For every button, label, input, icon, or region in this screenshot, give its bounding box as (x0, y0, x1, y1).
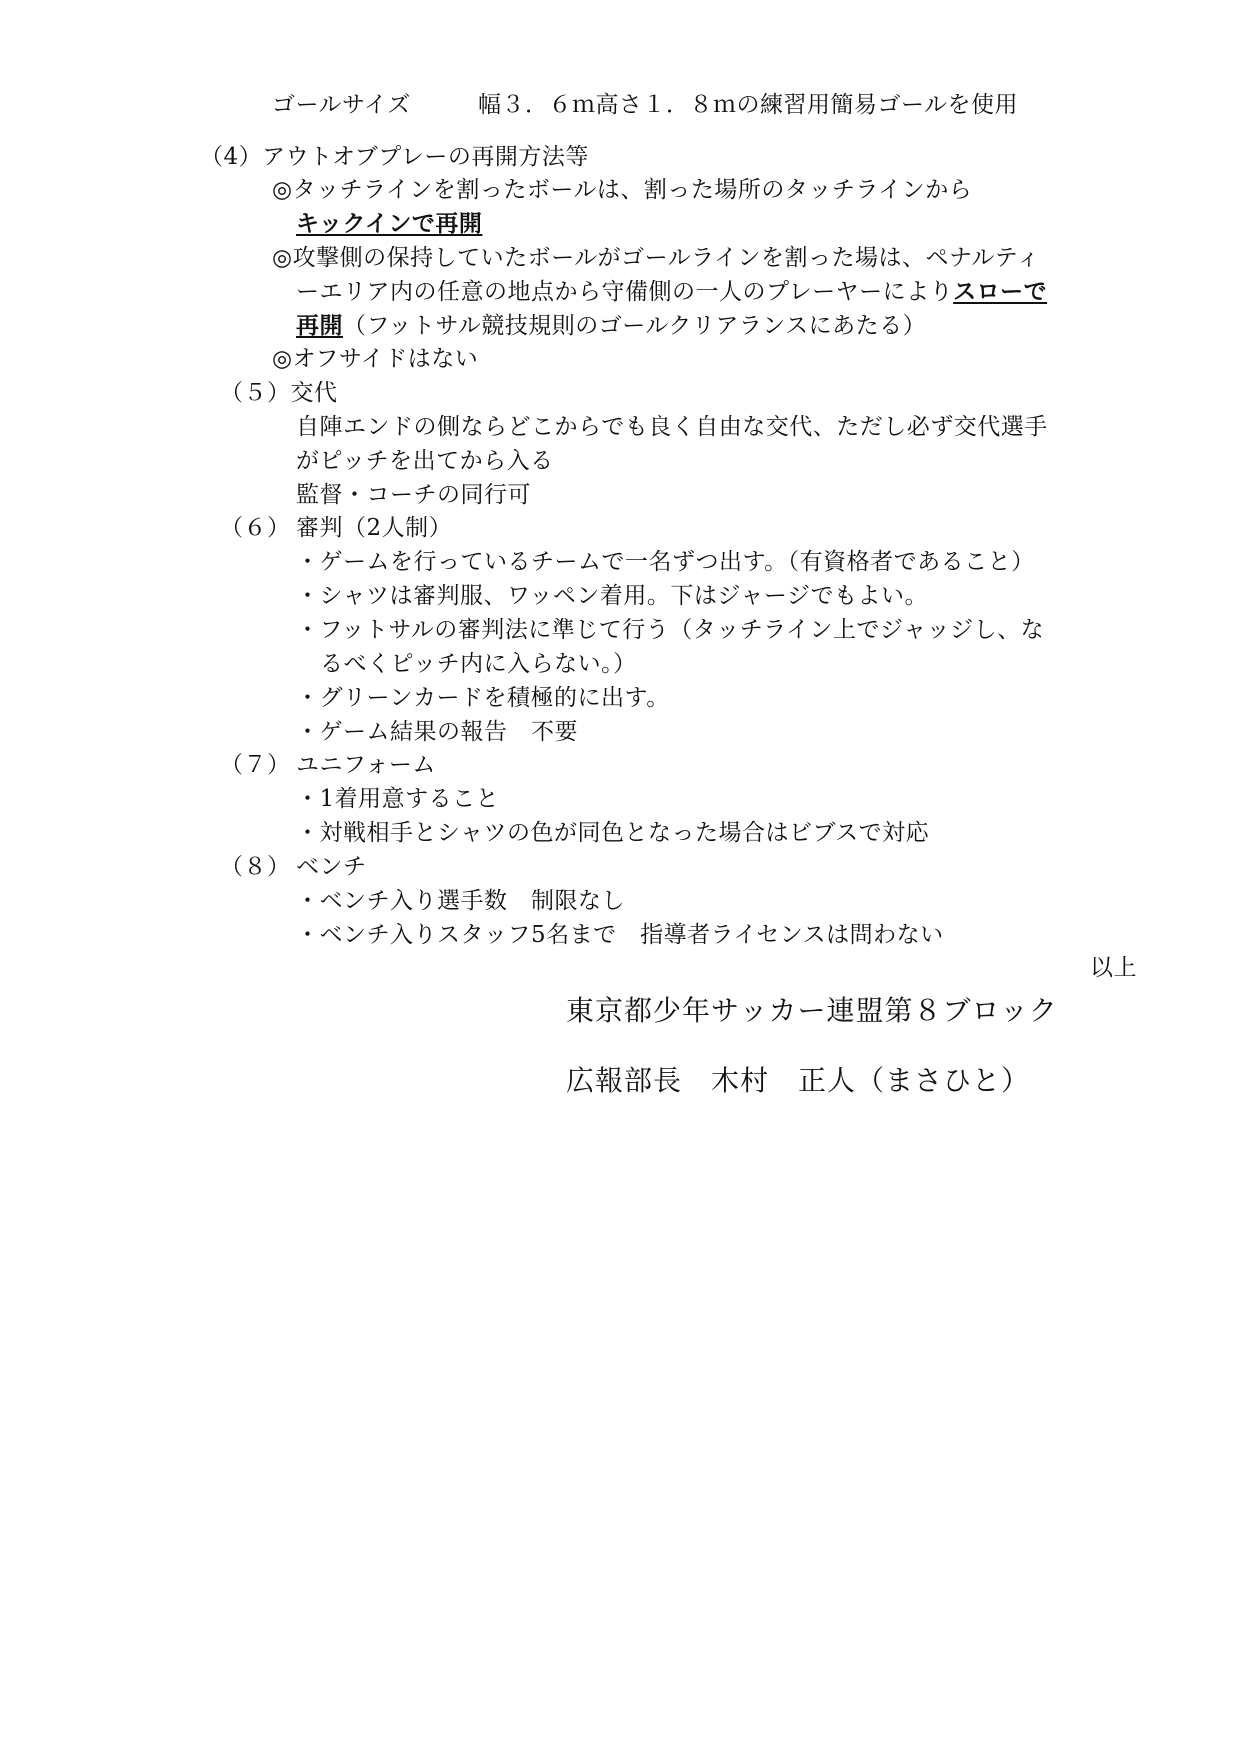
kickin-restart-emphasis: キックインで再開 (296, 210, 483, 237)
signature-organization: 東京都少年サッカー連盟第８ブロック (566, 994, 1058, 1027)
goal-size-label: ゴールサイズ (272, 92, 411, 118)
list-item: ・1着用意すること (296, 786, 500, 812)
section4-item2-line3-text: （フットサル競技規則のゴールクリアランスにあたる） (343, 313, 927, 339)
section6-number: （６） (220, 515, 291, 541)
list-item: ・シャツは審判服、ワッペン着用。下はジャージでもよい。 (296, 583, 928, 609)
section4-item2-line1: ◎攻撃側の保持していたボールがゴールラインを割った場は、ペナルティ (272, 245, 1040, 271)
section8-number: （８） (220, 854, 291, 880)
list-item: ・フットサルの審判法に準じて行う（タッチライン上でジャッジし、な (296, 617, 1045, 643)
section4-item3: ◎オフサイドはない (272, 346, 479, 372)
closing-text: 以上 (1090, 955, 1137, 981)
list-item: ・グリーンカードを積極的に出す。 (296, 685, 670, 711)
list-item: ・ゲームを行っているチームで一名ずつ出す。（有資格者であること） (296, 549, 1035, 575)
list-item: ・ベンチ入り選手数 制限なし (296, 888, 625, 914)
section4-item1-bold (296, 209, 482, 239)
goal-size-text (478, 90, 1018, 120)
section5-heading: （５）交代 (220, 380, 338, 406)
list-item: ・対戦相手とシャツの色が同色となった場合はビブスで対応 (296, 820, 930, 846)
section4-heading: （4）アウトオブプレーの再開方法等 (200, 144, 589, 170)
section4-item2-line2-text: ーエリア内の任意の地点から守備側の一人のプレーヤーにより (296, 279, 954, 305)
section7-number: （７） (220, 752, 291, 778)
section8-heading: ベンチ (296, 854, 367, 880)
section4-item1-line1: ◎タッチラインを割ったボールは、割った場所のタッチラインから (272, 177, 973, 203)
section5-line2: がピッチを出てから入る (296, 448, 554, 474)
section5-line3: 監督・コーチの同行可 (296, 482, 531, 508)
list-item-continuation: るべくピッチ内に入らない。） (320, 651, 637, 677)
list-item: ・ゲーム結果の報告 不要 (296, 719, 578, 745)
throw-restart-emphasis: スローで (953, 278, 1048, 305)
restart-emphasis: 再開 (296, 312, 343, 339)
section5-line1: 自陣エンドの側ならどこからでも良く自由な交代、ただし必ず交代選手 (296, 414, 1048, 440)
goal-size-value: 幅３．６ｍ高さ１．８ｍの練習用簡易ゴールを使用 (478, 92, 1019, 118)
signature-person: 広報部長 木村 正人（まさひと） (566, 1064, 1031, 1097)
goal-size-line (272, 90, 411, 120)
section4-item2-line3 (296, 311, 926, 341)
section7-heading: ユニフォーム (296, 752, 436, 778)
section4-item2-line2 (296, 277, 1047, 307)
list-item: ・ベンチ入りスタッフ5名まで 指導者ライセンスは問わない (296, 922, 944, 948)
section6-heading: 審判（2人制） (296, 515, 453, 541)
